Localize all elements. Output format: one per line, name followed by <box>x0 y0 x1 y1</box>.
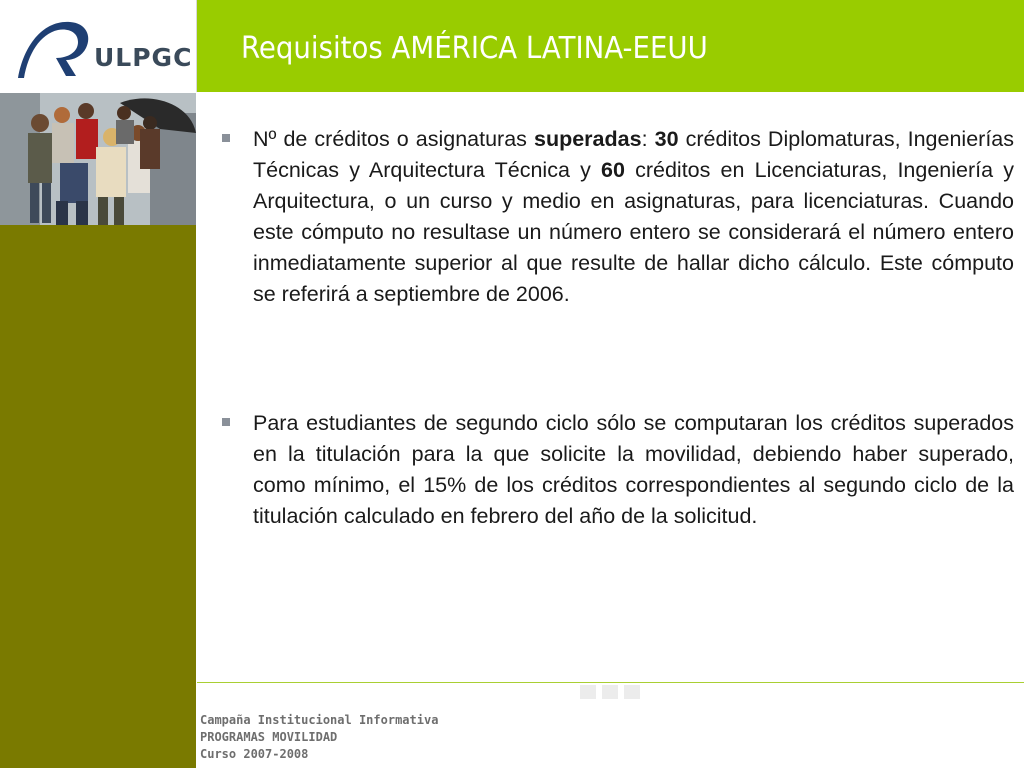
text-segment: créditos Diplomaturas, Ingenierías Técnicas y Arquitectura Técnica y <box>253 127 1015 182</box>
decorative-dots <box>580 685 646 704</box>
bullet-item-credits <box>222 124 1014 310</box>
bullet-marker <box>222 134 230 142</box>
decorative-dot <box>580 685 596 699</box>
slide-content <box>222 124 1014 532</box>
ulpgc-logo-icon <box>14 14 94 82</box>
bold-segment: 60 <box>601 158 625 182</box>
footer-line-course: Curso 2007-2008 <box>200 747 309 761</box>
footer-line-programs: PROGRAMAS MOVILIDAD <box>200 730 338 744</box>
text-segment: créditos en Licenciaturas, Ingeniería y Arquitectura, o un curso y medio en asignaturas, para licenciaturas. Cuando este cómputo no resultase un número entero se considerará el número entero inmediatamente superior al que resulte de hallar dicho cálculo. Este cómputo se referirá a septiembre de 2006. <box>253 158 1015 306</box>
text-segment: Nº de créditos o asignaturas <box>253 127 534 151</box>
footer-divider <box>197 682 1024 683</box>
slide-title: Requisitos AMÉRICA LATINA-EEUU <box>241 31 708 66</box>
footer-line-campaign: Campaña Institucional Informativa <box>200 713 439 727</box>
footer-caption <box>200 712 438 763</box>
decorative-dot <box>602 685 618 699</box>
text-segment: : <box>641 127 655 151</box>
bullet-marker <box>222 418 230 426</box>
bold-segment: 30 <box>654 127 679 151</box>
header-bar <box>197 0 1024 92</box>
bullet-item-second-cycle <box>222 408 1014 532</box>
bullet-text <box>253 124 1014 310</box>
students-photo <box>0 93 196 225</box>
students-photo-image <box>0 93 196 225</box>
decorative-dot <box>624 685 640 699</box>
sidebar-decoration <box>0 225 196 768</box>
logo-text: ULPGC <box>94 43 193 72</box>
logo-area <box>0 0 197 92</box>
bullet-text: Para estudiantes de segundo ciclo sólo se computaran los créditos superados en la titulación para la que solicite la movilidad, debiendo haber superado, como mínimo, el 15% de los créditos correspondientes al segundo ciclo de la titulación calculado en febrero del año de la solicitud. <box>253 411 1014 528</box>
bold-segment: superadas <box>534 127 642 151</box>
